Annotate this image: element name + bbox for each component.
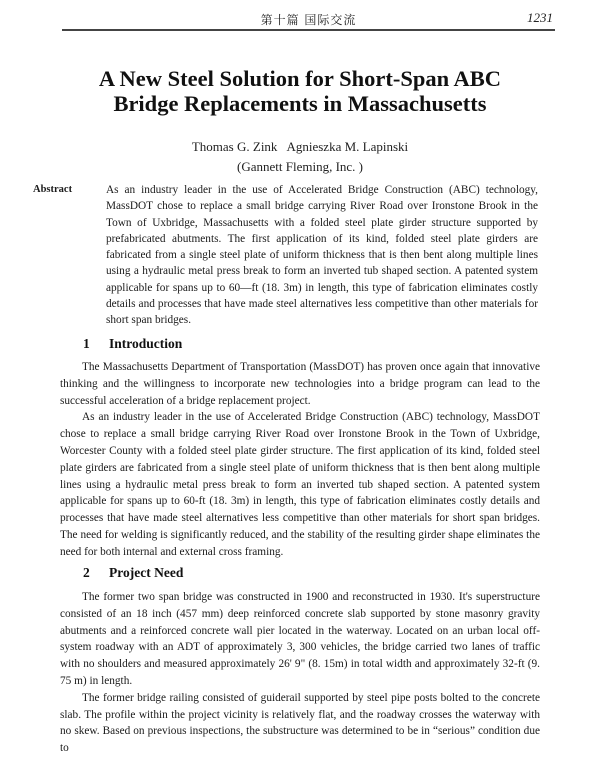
- abstract-text: As an industry leader in the use of Accelerated Bridge Construction (ABC) technology, MassDOT chose to replace a small bridge carrying River Road over Ironstone Brook in the Town of Uxbridge, Massachusetts with a folded steel plate girder structure supported by prefabricated abutments. The first application of its kind, folded steel plate girders are fabricated from a single steel plate of uniform thickness that is then bent along multiple lines using a hydraulic metal press break to form an inverted tub shaped section. A patented system applicable for spans up to 60—ft (18. 3m) in length, this type of fabrication eliminates costly details and processes that have made steel alternatives less competitive than other materials for short span bridges.: [106, 184, 538, 327]
- section-heading-introduction: [83, 336, 182, 352]
- paper-title: [0, 66, 600, 116]
- page-header: [62, 6, 555, 28]
- section-body-project-need: [60, 589, 540, 757]
- paragraph: The former bridge railing consisted of guiderail supported by steel pipe posts bolted to the concrete slab. The profile within the project vicinity is relatively flat, and the roadway crosses the waterway with no skew. Based on previous inspections, the substructure was determined to be in “serious” condition due to: [60, 691, 540, 755]
- abstract: [33, 182, 538, 329]
- header-rule: [62, 29, 555, 31]
- abstract-label: Abstract: [33, 184, 73, 195]
- section-heading-project-need: [83, 565, 183, 581]
- section-title: Project Need: [109, 565, 184, 580]
- section-title: Introduction: [109, 336, 183, 351]
- section-number: 2: [83, 565, 90, 580]
- paragraph: The Massachusetts Department of Transportation (MassDOT) has proven once again that innovative thinking and the willingness to incorporate new technologies into a bridge program can lead to the successful acceleration of a bridge replacement project.: [60, 361, 540, 407]
- paragraph: As an industry leader in the use of Accelerated Bridge Construction (ABC) technology, MassDOT chose to replace a small bridge carrying River Road over Ironstone Brook in the Town of Uxbridge, Worcester County with a folded steel plate girder structure. The first application of its kind, folded steel plate girders are fabricated from a single steel plate of uniform thickness that is then bent along multiple lines using a hydraulic metal press break to form an inverted tub shaped section. A patented system applicable for spans up to 60-ft (18. 3m) in length, this type of fabrication eliminates costly details and processes that have made steel alternatives less competitive than other materials for short span bridges. The need for welding is significantly reduced, and the stability of the resulting girder shape eliminates the need for both internal and external cross framing.: [60, 411, 540, 558]
- title-line-2: Bridge Replacements in Massachusetts: [113, 91, 487, 116]
- author-affiliation: (Gannett Fleming, Inc. ): [237, 159, 363, 174]
- section-body-introduction: [60, 359, 540, 561]
- author-names: Thomas G. Zink Agnieszka M. Lapinski: [191, 139, 409, 154]
- author-block: [0, 137, 600, 177]
- title-line-1: A New Steel Solution for Short-Span ABC: [98, 66, 502, 91]
- page-number: 1231: [527, 10, 553, 25]
- running-head: 第十篇 国际交流: [260, 13, 357, 27]
- paragraph: The former two span bridge was constructed in 1900 and reconstructed in 1930. It's superstructure consisted of an 18 inch (457 mm) deep reinforced concrete slab supported by stone masonry gravity abutments and a reinforced concrete wall pier located in the waterway. Located on an urban local off-system roadway with an ADT of approximately 3, 300 vehicles, the bridge carried two lanes of traffic with no shoulders and measured approximately 26' 9" (8. 15m) in total width and approximately 32-ft (9. 75 m) in length.: [60, 591, 540, 687]
- section-number: 1: [83, 336, 90, 351]
